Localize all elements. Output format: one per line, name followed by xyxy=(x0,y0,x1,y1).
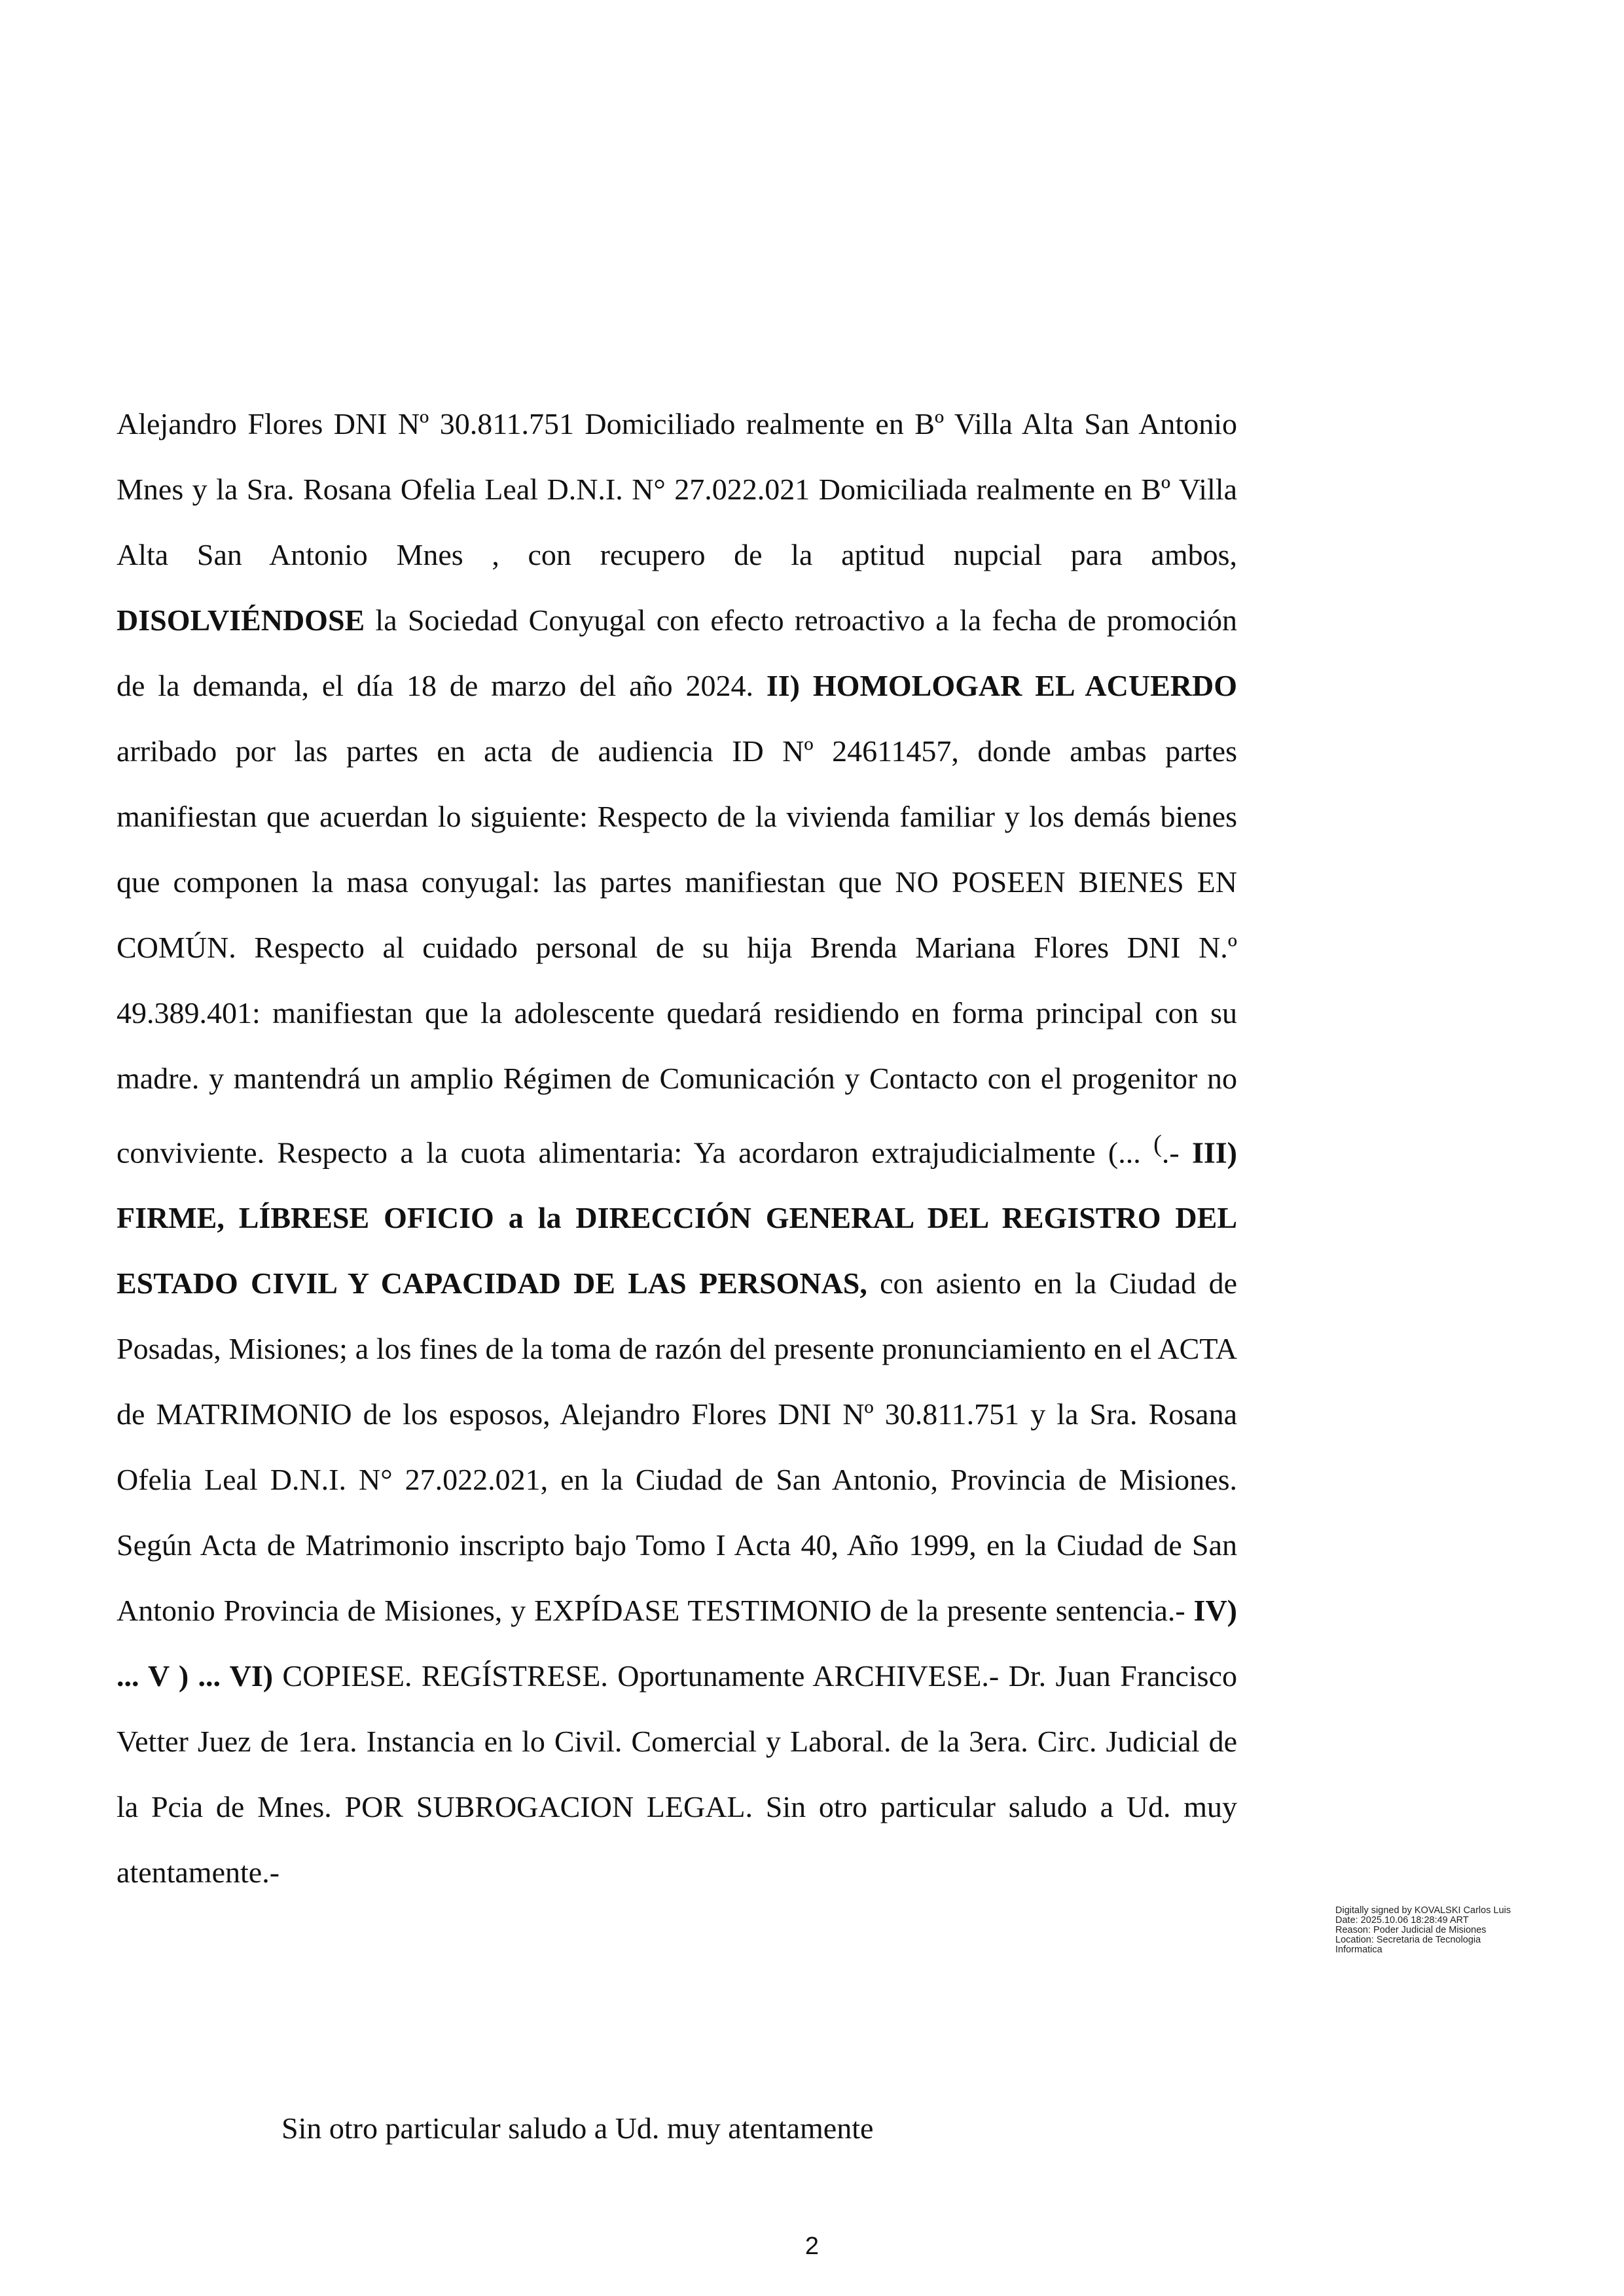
stray-parenthesis-mark: ( xyxy=(1153,1130,1162,1158)
signature-date: Date: 2025.10.06 18:28:49 ART xyxy=(1335,1915,1469,1926)
body-segment: .- xyxy=(1161,1136,1192,1170)
body-segment: Alejandro Flores DNI Nº 30.811.751 Domiciliado realmente en Bº Villa Alta San Antonio Mnes y la Sra. Rosana Ofelia Leal D.N.I. N° 27.022.021 Domiciliada realmente en Bº Villa Alta San Antonio Mnes , con recupero de la aptitud nupcial para ambos, xyxy=(117,407,1237,571)
body-segment: con asiento en la Ciudad de Posadas, Misiones; a los fines de la toma de razón del presente pronunciamiento en el ACTA de MATRIMONIO de los esposos, Alejandro Flores DNI Nº 30.811.751 y la Sra. Rosana Ofelia Leal D.N.I. N° 27.022.021, en la Ciudad de San Antonio, Provincia de Misiones. Según Acta de Matrimonio inscripto bajo Tomo I Acta 40, Año 1999, en la Ciudad de San Antonio Provincia de Misiones, y EXPÍDASE TESTIMONIO de la presente sentencia.- xyxy=(117,1266,1237,1628)
judgment-body-text xyxy=(117,391,1237,1905)
closing-greeting: Sin otro particular saludo a Ud. muy atentamente xyxy=(281,2111,874,2145)
body-segment: la Sociedad Conyugal con efecto retroactivo a la fecha de promoción de la demanda, el día 18 de marzo del año 2024. xyxy=(117,603,1237,702)
body-segment: COPIESE. REGÍSTRESE. Oportunamente ARCHIVESE.- Dr. Juan Francisco Vetter Juez de 1era. Instancia en lo Civil. Comercial y Laboral. de la 3era. Circ. Judicial de la Pcia de Mnes. POR SUBROGACION LEGAL. Sin otro particular saludo a Ud. muy atentamente.- xyxy=(117,1659,1237,1890)
digital-signature-stamp xyxy=(1335,1906,1597,1955)
page-number: 2 xyxy=(804,2233,820,2260)
signature-signed-by: Digitally signed by KOVALSKI Carlos Luis xyxy=(1335,1905,1511,1916)
signature-location: Location: Secretaria de Tecnologia xyxy=(1335,1935,1481,1945)
bold-dissolution: DISOLVIÉNDOSE xyxy=(117,603,365,637)
bold-firm-order-heading: III) FIRME, LÍBRESE OFICIO a la DIRECCIÓN GENERAL DEL REGISTRO DEL ESTADO CIVIL Y CAPACIDAD DE LAS PERSONAS, xyxy=(117,1136,1237,1300)
bold-section-markers: IV) ... V ) ... VI) xyxy=(117,1594,1237,1693)
bold-homologation-heading: II) HOMOLOGAR EL ACUERDO xyxy=(766,669,1237,702)
signature-reason: Reason: Poder Judicial de Misiones xyxy=(1335,1925,1487,1935)
body-segment: arribado por las partes en acta de audiencia ID Nº 24611457, donde ambas partes manifiestan que acuerdan lo siguiente: Respecto de la vivienda familiar y los demás bienes que componen la masa conyugal: las partes manifiestan que NO POSEEN BIENES EN COMÚN. Respecto al cuidado personal de su hija Brenda Mariana Flores DNI N.º 49.389.401: manifiestan que la adolescente quedará residiendo en forma principal con su madre. y mantendrá un amplio Régimen de Comunicación y Contacto con el progenitor no conviviente. Respecto a la cuota alimentaria: Ya acordaron extrajudicialmente (... xyxy=(117,734,1237,1170)
signature-location-continued: Informatica xyxy=(1335,1945,1382,1955)
